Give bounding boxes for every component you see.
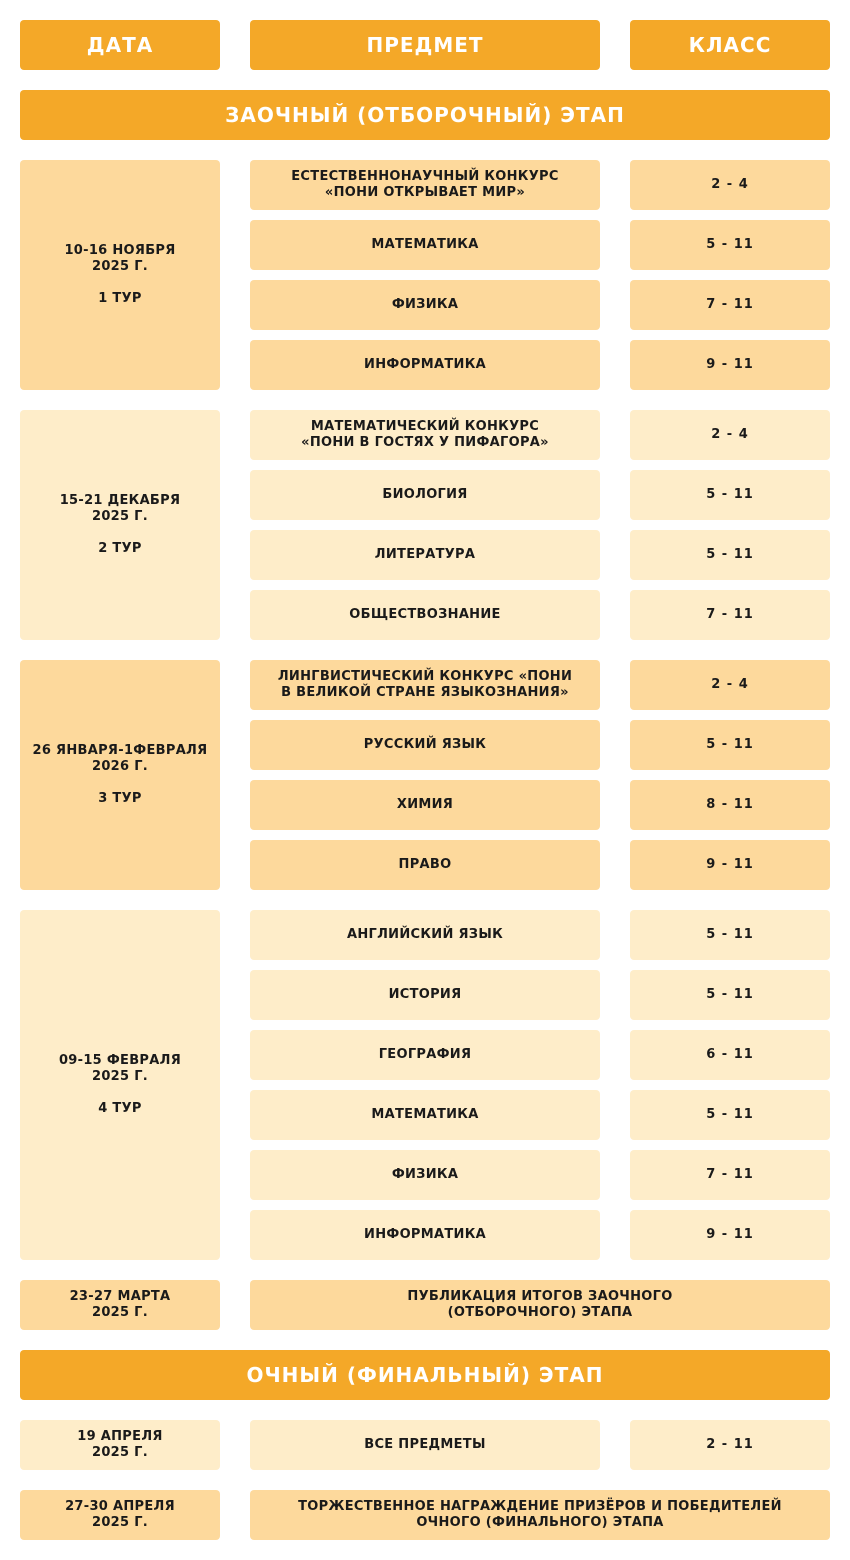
subject-cell: ХИМИЯ (250, 780, 600, 830)
subject-cell: ИНФОРМАТИКА (250, 1210, 600, 1260)
grade-cell: 2 - 4 (630, 160, 830, 210)
final-date: 19 АПРЕЛЯ 2025 Г. (20, 1420, 220, 1470)
grade-cell: 5 - 11 (630, 720, 830, 770)
grade-cell: 2 - 4 (630, 660, 830, 710)
subject-cell: ЛИНГВИСТИЧЕСКИЙ КОНКУРС «ПОНИ В ВЕЛИКОЙ СТРАНЕ ЯЗЫКОЗНАНИЯ» (250, 660, 600, 710)
subject-cell: ЛИТЕРАТУРА (250, 530, 600, 580)
grade-cell: 5 - 11 (630, 1090, 830, 1140)
grade-cell: 5 - 11 (630, 910, 830, 960)
subject-cell: АНГЛИЙСКИЙ ЯЗЫК (250, 910, 600, 960)
grade-cell: 7 - 11 (630, 590, 830, 640)
subject-cell: ИНФОРМАТИКА (250, 340, 600, 390)
subject-cell: ЕСТЕСТВЕННОНАУЧНЫЙ КОНКУРС «ПОНИ ОТКРЫВАЕТ МИР» (250, 160, 600, 210)
grade-cell: 7 - 11 (630, 280, 830, 330)
tour-4-date-cell (20, 910, 220, 1260)
subject-cell: ИСТОРИЯ (250, 970, 600, 1020)
tour-4-date: 09-15 ФЕВРАЛЯ 2025 Г. (58, 1053, 182, 1084)
subject-cell: ФИЗИКА (250, 280, 600, 330)
grade-cell: 9 - 11 (630, 340, 830, 390)
grade-cell: 6 - 11 (630, 1030, 830, 1080)
header-grade: КЛАСС (630, 20, 830, 70)
final-grade: 2 - 11 (630, 1420, 830, 1470)
tour-3-label: 3 ТУР (98, 791, 142, 806)
grade-cell: 9 - 11 (630, 1210, 830, 1260)
tour-2-date-cell (20, 410, 220, 640)
tour-3-date: 26 ЯНВАРЯ-1ФЕВРАЛЯ 2026 Г. (32, 743, 208, 774)
award-date: 27-30 АПРЕЛЯ 2025 Г. (20, 1490, 220, 1540)
tour-1-label: 1 ТУР (98, 291, 142, 306)
subject-cell: РУССКИЙ ЯЗЫК (250, 720, 600, 770)
results-date: 23-27 МАРТА 2025 Г. (20, 1280, 220, 1330)
final-subject: ВСЕ ПРЕДМЕТЫ (250, 1420, 600, 1470)
tour-4-label: 4 ТУР (98, 1101, 142, 1116)
tour-1-date-cell (20, 160, 220, 390)
subject-cell: ГЕОГРАФИЯ (250, 1030, 600, 1080)
header-date: ДАТА (20, 20, 220, 70)
stage2-title: ОЧНЫЙ (ФИНАЛЬНЫЙ) ЭТАП (20, 1350, 830, 1400)
subject-cell: ПРАВО (250, 840, 600, 890)
grade-cell: 5 - 11 (630, 220, 830, 270)
subject-cell: МАТЕМАТИКА (250, 220, 600, 270)
results-text: ПУБЛИКАЦИЯ ИТОГОВ ЗАОЧНОГО (ОТБОРОЧНОГО) ЭТАПА (250, 1280, 830, 1330)
stage1-title: ЗАОЧНЫЙ (ОТБОРОЧНЫЙ) ЭТАП (20, 90, 830, 140)
grade-cell: 5 - 11 (630, 470, 830, 520)
subject-cell: БИОЛОГИЯ (250, 470, 600, 520)
grade-cell: 5 - 11 (630, 970, 830, 1020)
subject-cell: ФИЗИКА (250, 1150, 600, 1200)
grade-cell: 2 - 4 (630, 410, 830, 460)
subject-cell: МАТЕМАТИЧЕСКИЙ КОНКУРС «ПОНИ В ГОСТЯХ У ПИФАГОРА» (250, 410, 600, 460)
tour-2-label: 2 ТУР (98, 541, 142, 556)
grade-cell: 9 - 11 (630, 840, 830, 890)
header-subject: ПРЕДМЕТ (250, 20, 600, 70)
subject-cell: ОБЩЕСТВОЗНАНИЕ (250, 590, 600, 640)
grade-cell: 8 - 11 (630, 780, 830, 830)
tour-1-date: 10-16 НОЯБРЯ 2025 Г. (64, 243, 176, 274)
grade-cell: 7 - 11 (630, 1150, 830, 1200)
tour-2-date: 15-21 ДЕКАБРЯ 2025 Г. (59, 493, 181, 524)
grade-cell: 5 - 11 (630, 530, 830, 580)
subject-cell: МАТЕМАТИКА (250, 1090, 600, 1140)
award-text: ТОРЖЕСТВЕННОЕ НАГРАЖДЕНИЕ ПРИЗЁРОВ И ПОБЕДИТЕЛЕЙ ОЧНОГО (ФИНАЛЬНОГО) ЭТАПА (250, 1490, 830, 1540)
tour-3-date-cell (20, 660, 220, 890)
